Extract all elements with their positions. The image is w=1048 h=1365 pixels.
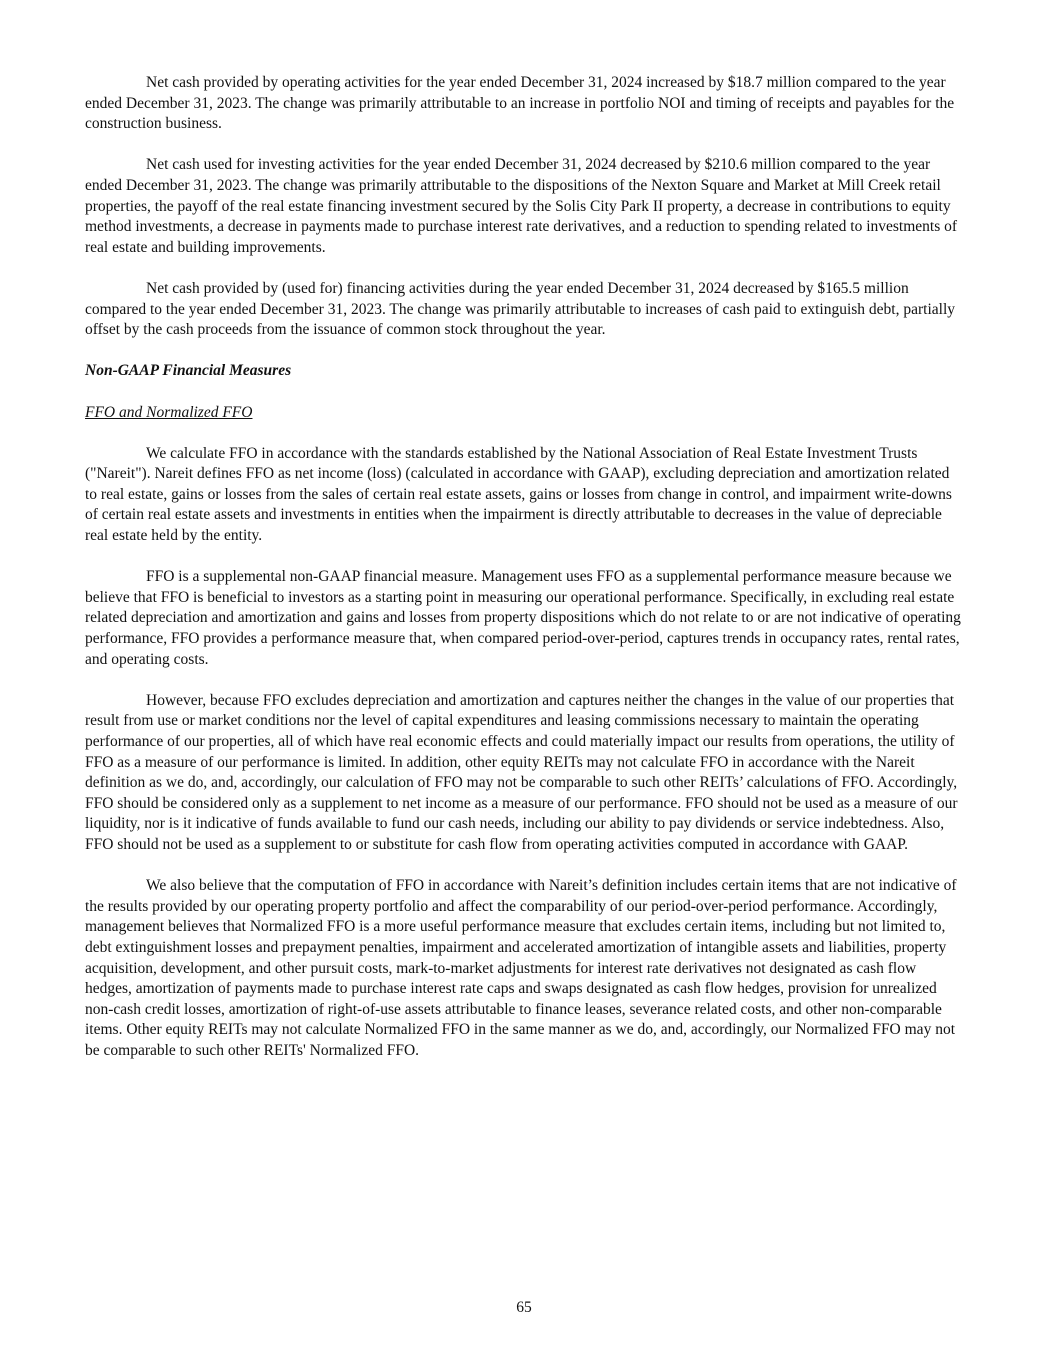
paragraph-operating-cash: Net cash provided by operating activities for the year ended December 31, 2024 increased by $18.7 million compared to the year ended December 31, 2023. The change was primarily attributable to an increase in portfolio NOI and timing of receipts and payables for the construction business. [85, 74, 955, 133]
paragraph-ffo-limitations: However, because FFO excludes depreciation and amortization and captures neither the changes in the value of our properties that result from use or market conditions nor the level of capital expenditures and leasing commissions necessary to maintain the operating performance of our properties, all of which have real economic effects and could materially impact our results from operations, the utility of FFO as a measure of our performance is limited. In addition, other equity REITs may not calculate FFO in accordance with the Nareit definition as we do, and, accordingly, our calculation of FFO may not be comparable to such other REITs’ calculations of FFO. Accordingly, FFO should be considered only as a supplement to net income as a measure of our performance. FFO should not be used as a measure of our liquidity, nor is it indicative of funds available to fund our cash needs, including our ability to pay dividends or service indebtedness. Also, FFO should not be used as a supplement to or substitute for cash flow from operating activities computed in accordance with GAAP. [85, 691, 958, 853]
document-page [85, 73, 963, 1082]
paragraph-investing-cash: Net cash used for investing activities for the year ended December 31, 2024 decreased by $210.6 million compared to the year ended December 31, 2023. The change was primarily attributable to the dispositions of the Nexton Square and Market at Mill Creek retail properties, the payoff of the real estate financing investment secured by the Solis City Park II property, a decrease in contributions to equity method investments, a decrease in payments made to purchase interest rate derivatives, and a reduction to spending related to investments of real estate and building improvements. [85, 156, 958, 256]
page-number: 65 [516, 1299, 532, 1316]
paragraph-ffo-definition: We calculate FFO in accordance with the standards established by the National Association of Real Estate Investment Trusts ("Nareit"). Nareit defines FFO as net income (loss) (calculated in accordance with GAAP), excluding depreciation and amortization related to real estate, gains or losses from the sales of certain real estate assets, gains or losses from change in control, and impairment write-downs of certain real estate assets and investments in entities when the impairment is directly attributable to decreases in the value of depreciable real estate held by the entity. [85, 444, 952, 545]
subsection-heading: FFO and Normalized FFO [85, 403, 253, 421]
paragraph-normalized-ffo: We also believe that the computation of FFO in accordance with Nareit’s definition includes certain items that are not indicative of the results provided by our operating property portfolio and affect the comparability of our period-over-period performance. Accordingly, management believes that Normalized FFO is a more useful performance measure that excludes certain items, including but not limited to, debt extinguishment losses and prepayment penalties, impairment and accelerated amortization of intangible assets and liabilities, property acquisition, development, and other pursuit costs, mark-to-market adjustments for interest rate derivatives not designated as cash flow hedges, amortization of payments made to purchase interest rate caps and swaps designated as cash flow hedges, provision for unrealized non-cash credit losses, amortization of right-of-use assets attributable to finance leases, severance related costs, and other non-comparable items. Other equity REITs may not calculate Normalized FFO in the same manner as we do, and, accordingly, our Normalized FFO may not be comparable to such other REITs' Normalized FFO. [85, 877, 957, 1059]
paragraph-ffo-supplemental: FFO is a supplemental non-GAAP financial measure. Management uses FFO as a supplemental performance measure because we believe that FFO is beneficial to investors as a starting point in measuring our operational performance. Specifically, in excluding real estate related depreciation and amortization and gains and losses from property dispositions which do not relate to or are not indicative of operating performance, FFO provides a performance measure that, when compared period-over-period, captures trends in occupancy rates, rental rates, and operating costs. [85, 568, 961, 668]
section-heading: Non-GAAP Financial Measures [85, 362, 292, 380]
paragraph-financing-cash: Net cash provided by (used for) financing activities during the year ended December 31, 2024 decreased by $165.5 million compared to the year ended December 31, 2023. The change was primarily attributable to increases of cash paid to extinguish debt, partially offset by the cash proceeds from the issuance of common stock throughout the year. [85, 279, 955, 339]
